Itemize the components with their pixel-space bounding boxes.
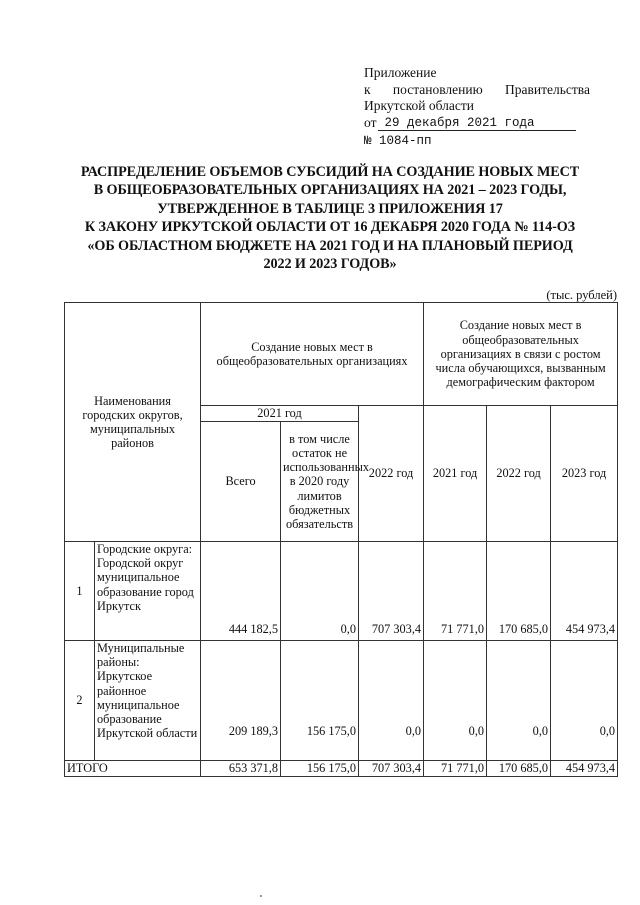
row-name: Городской округ муниципальное образование город Иркутск xyxy=(97,556,194,613)
row-name-cell xyxy=(95,641,201,761)
row-number: 2 xyxy=(65,641,95,761)
cell-g2-2023: 454 973,4 xyxy=(551,542,618,641)
header-g1-2022: 2022 год xyxy=(359,406,424,542)
appendix-word-pravitelstva: Правительства xyxy=(505,81,590,97)
appendix-word-k: к xyxy=(364,81,371,97)
title-line-1: РАСПРЕДЕЛЕНИЕ ОБЪЕМОВ СУБСИДИЙ НА СОЗДАНИЕ НОВЫХ МЕСТ xyxy=(80,164,580,180)
row-name-cell xyxy=(95,542,201,641)
header-year-2021: 2021 год xyxy=(201,406,359,422)
header-group-2: Создание новых мест в общеобразовательных организациях в связи с ростом числа обучающихся, вызванным демографическим фактором xyxy=(424,303,618,406)
cell-total-2021: 444 182,5 xyxy=(201,542,281,641)
date-value: 29 декабря 2021 года xyxy=(378,116,576,131)
header-incl-unused: в том числе остаток не использованных в 2020 году лимитов бюджетных обязательств xyxy=(281,422,359,542)
cell-g1-2022: 0,0 xyxy=(359,641,424,761)
total-g2-2022: 170 685,0 xyxy=(487,761,551,777)
appendix-block xyxy=(364,65,594,150)
total-g2-2023: 454 973,4 xyxy=(551,761,618,777)
row-group-label: Муниципальные районы: xyxy=(97,641,185,670)
appendix-line-3: Иркутской области xyxy=(364,98,475,113)
subsidy-table xyxy=(64,302,618,777)
cell-g1-2022: 707 303,4 xyxy=(359,542,424,641)
appendix-word-postanovleniyu: постановлению xyxy=(392,81,483,97)
title-line-3: УТВЕРЖДЕННОЕ В ТАБЛИЦЕ 3 ПРИЛОЖЕНИЯ 17 xyxy=(157,200,503,217)
appendix-line-2 xyxy=(364,82,590,99)
header-g2-2021: 2021 год xyxy=(424,406,487,542)
table-row xyxy=(65,641,618,761)
title-line-4: К ЗАКОНУ ИРКУТСКОЙ ОБЛАСТИ ОТ 16 ДЕКАБРЯ 2020 ГОДА № 114-ОЗ xyxy=(84,219,576,236)
appendix-date-line xyxy=(364,115,594,132)
cell-g2-2022: 170 685,0 xyxy=(487,542,551,641)
cell-g2-2023: 0,0 xyxy=(551,641,618,761)
total-unused-2020: 156 175,0 xyxy=(281,761,359,777)
total-g1-2022: 707 303,4 xyxy=(359,761,424,777)
header-g2-2022: 2022 год xyxy=(487,406,551,542)
header-name-column: Наименования городских округов, муниципальных районов xyxy=(65,303,201,542)
date-prefix: от xyxy=(364,114,377,130)
total-row xyxy=(65,761,618,777)
total-2021: 653 371,8 xyxy=(201,761,281,777)
title-line-2: В ОБЩЕОБРАЗОВАТЕЛЬНЫХ ОРГАНИЗАЦИЯХ НА 2021 – 2023 ГОДЫ, xyxy=(93,182,567,199)
cell-unused-2020: 0,0 xyxy=(281,542,359,641)
row-name: Иркутское районное муниципальное образование Иркутской области xyxy=(97,669,198,741)
unit-label: (тыс. рублей) xyxy=(546,288,617,302)
cell-g2-2022: 0,0 xyxy=(487,641,551,761)
document-number: № 1084-пп xyxy=(364,134,432,148)
cell-unused-2020: 156 175,0 xyxy=(281,641,359,761)
title-line-6: 2022 И 2023 ГОДОВ» xyxy=(263,256,397,273)
cell-total-2021: 209 189,3 xyxy=(201,641,281,761)
document-title xyxy=(60,163,600,273)
row-number: 1 xyxy=(65,542,95,641)
cell-g2-2021: 71 771,0 xyxy=(424,542,487,641)
row-group-label: Городские округа: xyxy=(97,542,193,556)
title-line-5: «ОБ ОБЛАСТНОМ БЮДЖЕТЕ НА 2021 ГОД И НА ПЛАНОВЫЙ ПЕРИОД xyxy=(87,237,573,254)
table-row xyxy=(65,542,618,641)
header-g2-2023: 2023 год xyxy=(551,406,618,542)
header-total: Всего xyxy=(201,422,281,542)
total-g2-2021: 71 771,0 xyxy=(424,761,487,777)
total-label: ИТОГО xyxy=(65,761,201,777)
scan-speck xyxy=(260,895,262,897)
cell-g2-2021: 0,0 xyxy=(424,641,487,761)
appendix-line-1: Приложение xyxy=(364,65,437,80)
header-group-1: Создание новых мест в общеобразовательных организациях xyxy=(201,303,424,406)
